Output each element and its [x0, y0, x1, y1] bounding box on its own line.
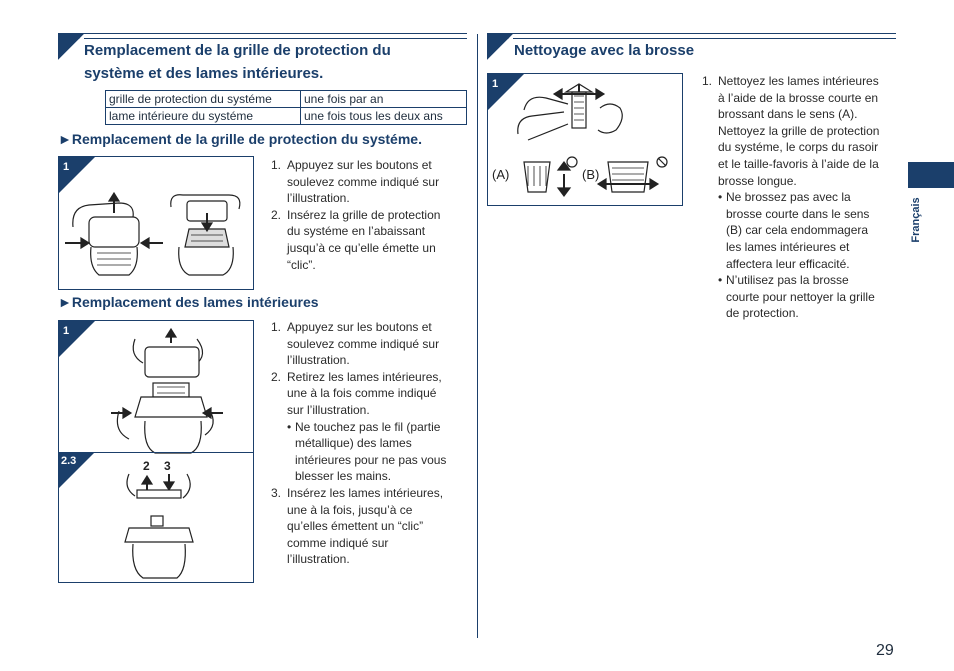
step-line: l’illustration.: [287, 353, 350, 368]
table-cell: lame intérieure du systéme: [106, 108, 301, 125]
step-line: qu’elles émettent un “clic”: [287, 519, 424, 534]
step-line: à l’aide de la brosse courte en: [718, 90, 879, 105]
lames-steps: [271, 319, 471, 568]
step-line: comme indiqué sur: [287, 535, 389, 550]
right-heading: Nettoyage avec la brosse: [514, 42, 695, 59]
table-cell: une fois tous les deux ans: [301, 108, 467, 125]
replacement-table: [105, 90, 467, 125]
step-number: 2.: [271, 207, 282, 222]
bullet-line: intérieures pour ne pas vous: [295, 452, 447, 467]
grille-steps: [271, 157, 471, 273]
step-line: Appuyez sur les boutons et: [287, 320, 432, 334]
step-line: soulevez comme indiqué sur: [287, 336, 440, 351]
step-number: 1.: [271, 158, 282, 172]
step-line: du systéme en l’abaissant: [287, 224, 426, 239]
step-line: l’illustration.: [287, 191, 350, 206]
step-line: sur l’illustration.: [287, 402, 370, 417]
step-line: Appuyez sur les boutons et: [287, 158, 432, 172]
badge-label: 1: [63, 161, 70, 173]
step-line: une à la fois comme indiqué: [287, 386, 437, 401]
step-item: [271, 369, 471, 485]
step-item: [702, 73, 902, 322]
figure-label: 3: [164, 459, 171, 473]
figure-brush-cleaning: [487, 73, 683, 206]
badge-label: 1: [63, 325, 70, 337]
right-top-rule: [487, 33, 896, 34]
bullet-line: affectera leur efficacité.: [726, 256, 850, 271]
bullet-line: courte pour nettoyer la grille: [726, 289, 875, 304]
table-row: [106, 108, 467, 125]
badge-label: 2.3: [61, 455, 77, 467]
step-number: 1.: [271, 320, 282, 334]
figure-grille-replacement: [58, 156, 254, 290]
table-row: [106, 91, 467, 108]
step-item: [271, 157, 471, 207]
step-item: [271, 485, 471, 568]
step-line: du systéme, le corps du rasoir: [718, 140, 879, 155]
warning-bullet: [287, 419, 471, 485]
step-line: et le taille-favoris à l’aide de la: [718, 156, 879, 171]
step-line: “clic”.: [287, 257, 316, 272]
bullet-line: • Ne brossez pas avec la: [726, 190, 851, 205]
subheading-lames: ►Remplacement des lames intérieures: [58, 294, 319, 310]
left-heading: [84, 39, 474, 85]
bullet-line: de protection.: [726, 306, 799, 321]
left-top-rule: [58, 33, 467, 34]
left-heading-line-2: système et des lames intérieures.: [84, 65, 324, 82]
table-cell: grille de protection du systéme: [106, 91, 301, 108]
right-heading-marker: [487, 34, 513, 60]
brush-illustration: [488, 74, 682, 205]
language-label: [898, 190, 934, 250]
bullet-line: les lames intérieures et: [726, 239, 850, 254]
warning-bullet: [718, 272, 902, 322]
language-label-text: Français: [910, 197, 922, 243]
column-divider: [477, 34, 478, 638]
language-tab: [908, 162, 954, 188]
figure-lames-replacement: [58, 320, 254, 583]
badge-label: 1: [492, 78, 499, 90]
figure-label: 2: [143, 459, 150, 473]
step-line: Nettoyez la grille de protection: [718, 123, 880, 138]
step-number: 2.: [271, 369, 282, 384]
step-line: Retirez les lames intérieures,: [287, 369, 442, 384]
inner-blade-illustration: [59, 452, 253, 582]
step-line: une à la fois, jusqu’à ce: [287, 502, 413, 517]
left-heading-marker: [58, 34, 84, 60]
step-item: [271, 319, 471, 369]
step-line: brossant dans le sens (A).: [718, 107, 858, 122]
warning-bullet: [718, 189, 902, 272]
step-line: soulevez comme indiqué sur: [287, 174, 440, 189]
step-item: [271, 207, 471, 273]
direction-label-a: (A): [492, 167, 510, 182]
step-line: jusqu’à ce qu’elle émette un: [287, 240, 436, 255]
step-line: brosse longue.: [718, 173, 797, 188]
left-heading-line-1: Remplacement de la grille de protection du: [84, 42, 391, 59]
step-line: Nettoyez les lames intérieures: [718, 74, 879, 88]
bullet-line: brosse courte dans le sens: [726, 206, 870, 221]
table-cell: une fois par an: [301, 91, 467, 108]
bullet-line: • Ne touchez pas le fil (partie: [295, 419, 441, 434]
step-number: 3.: [271, 485, 282, 500]
step-line: Insérez la grille de protection: [287, 207, 441, 222]
step-line: Insérez les lames intérieures,: [287, 485, 444, 500]
shaver-illustration: [59, 157, 253, 289]
bullet-line: (B) car cela endommagera: [726, 223, 869, 238]
bullet-line: métallique) des lames: [295, 436, 412, 451]
subheading-grille: ►Remplacement de la grille de protection du systéme.: [58, 131, 422, 147]
page-number: 29: [876, 642, 894, 659]
brush-steps: [702, 73, 902, 322]
step-number: 1.: [702, 74, 713, 88]
bullet-line: • N’utilisez pas la brosse: [726, 273, 849, 288]
bullet-line: blesser les mains.: [295, 469, 392, 484]
step-line: l’illustration.: [287, 552, 350, 567]
direction-label-b: (B): [582, 167, 600, 182]
